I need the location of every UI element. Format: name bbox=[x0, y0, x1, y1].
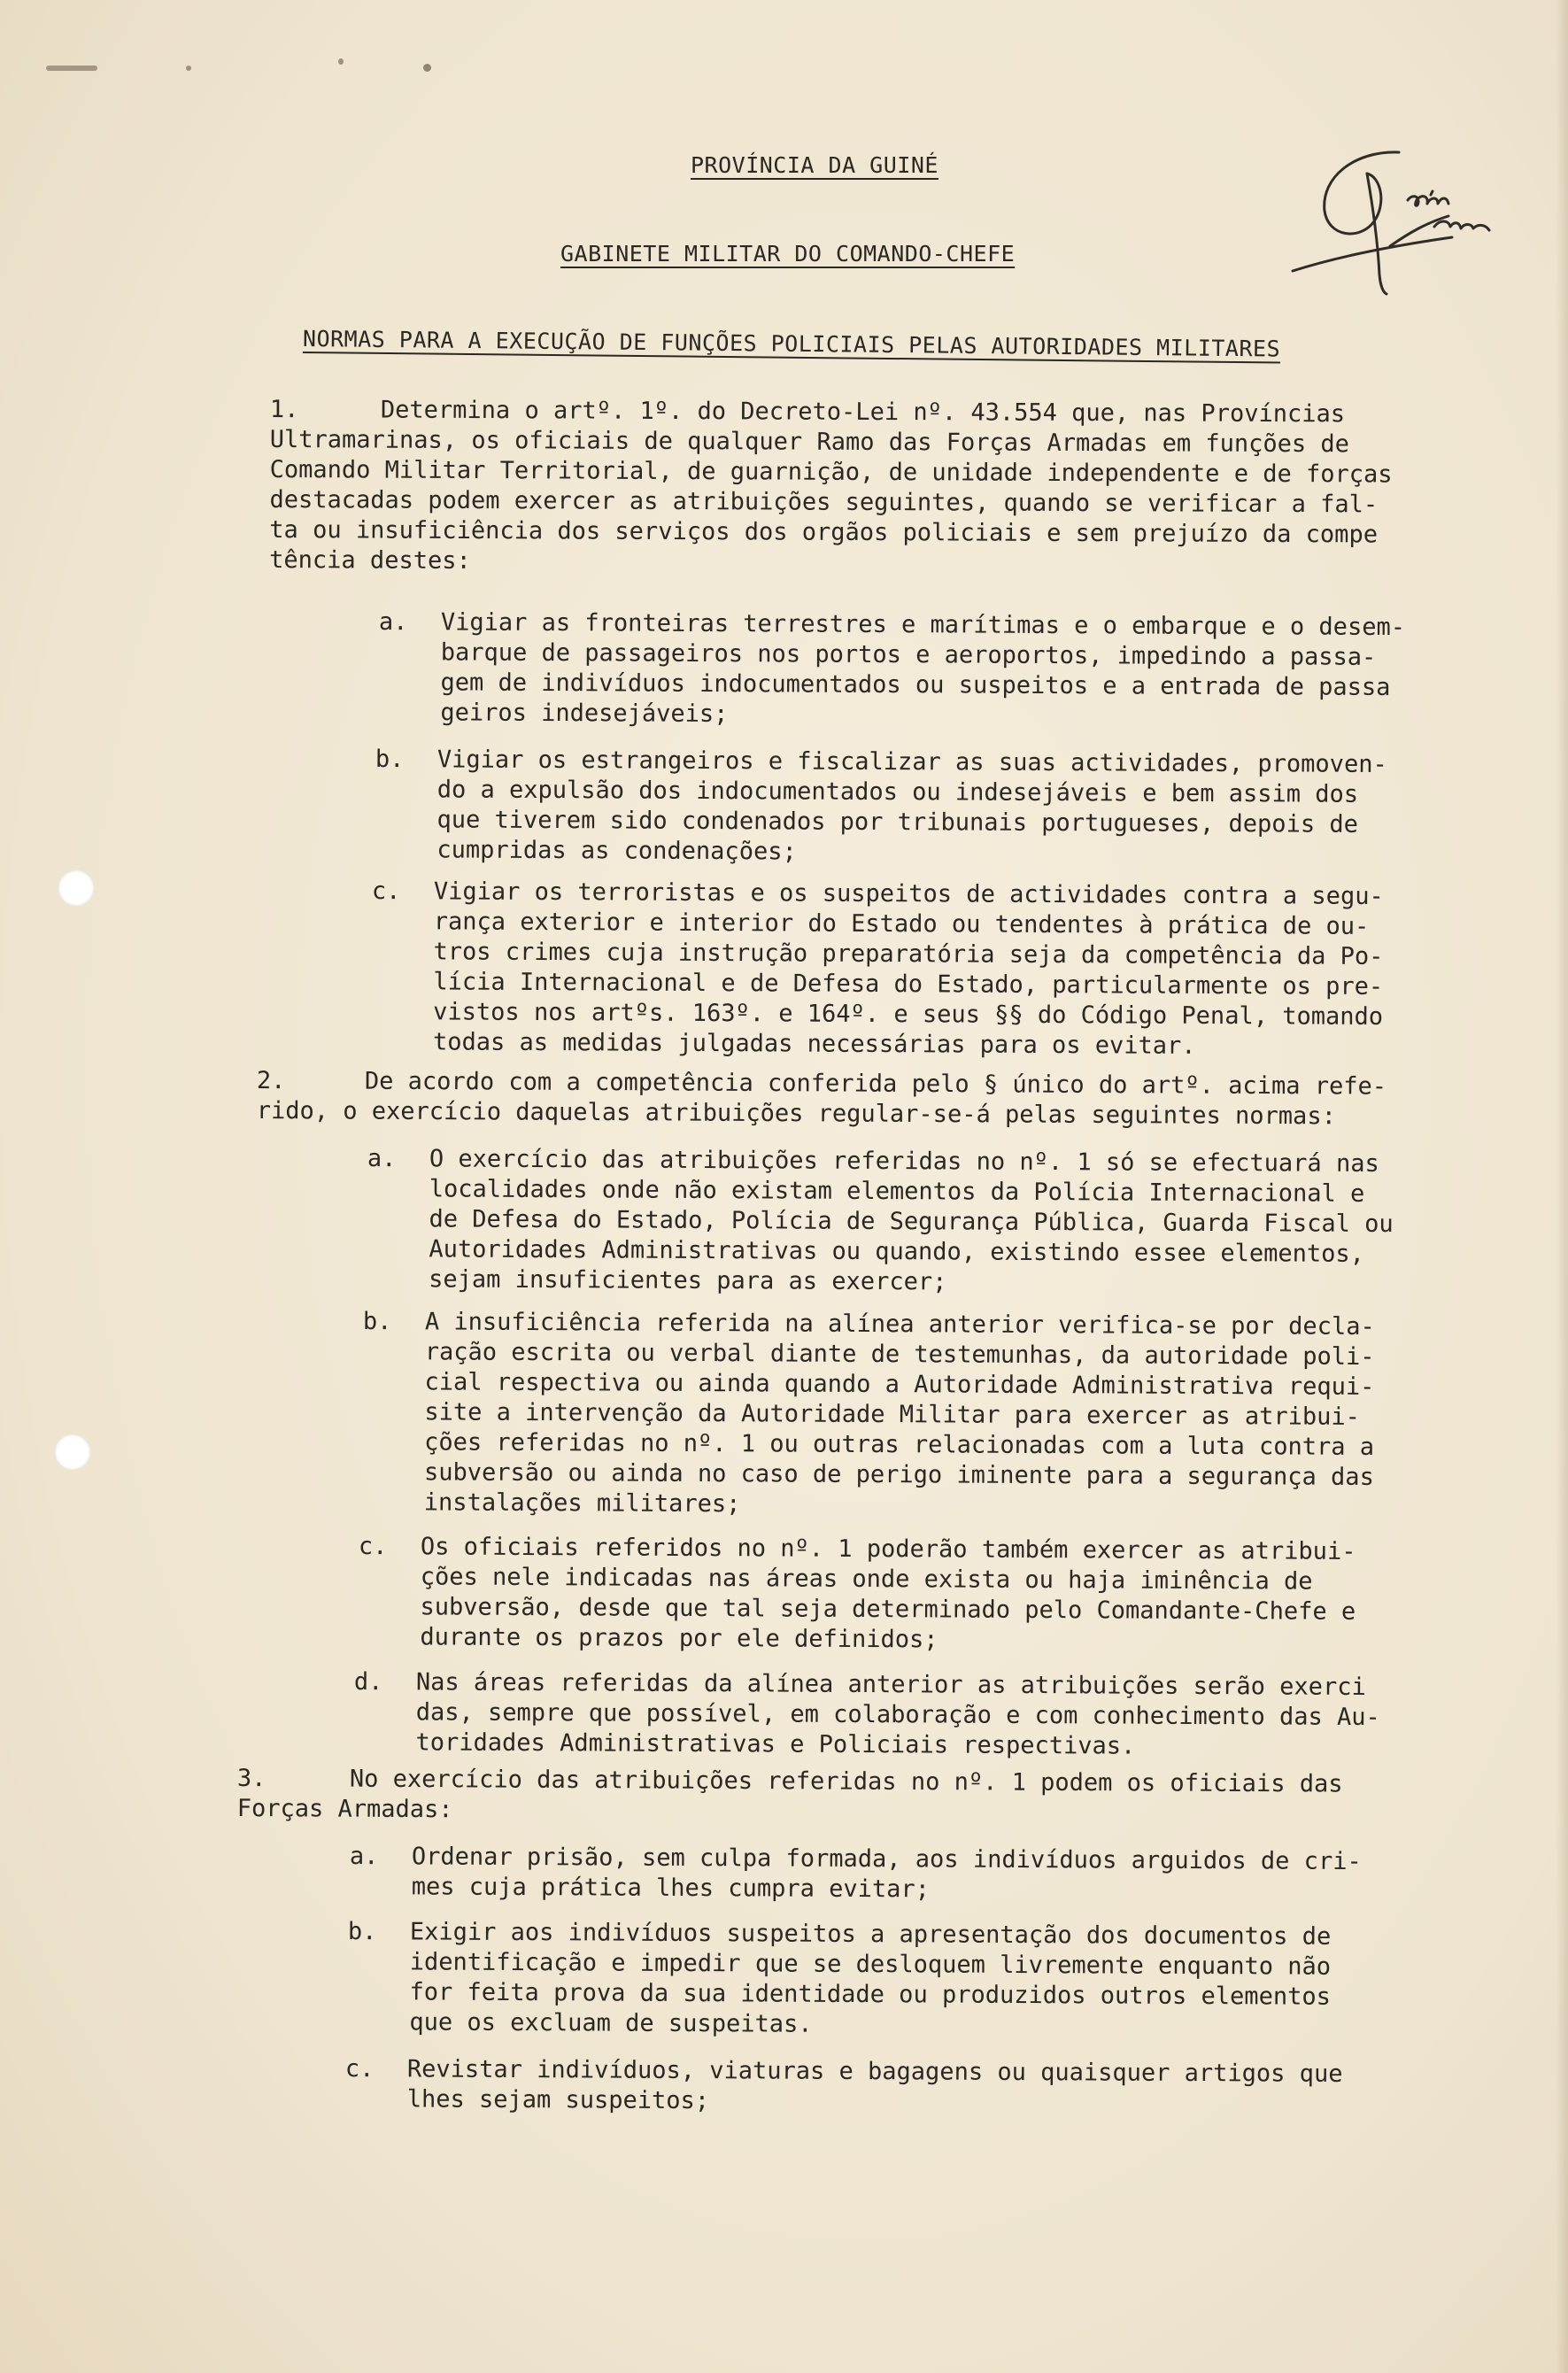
text-line: lícia Internacional e de Defesa do Estado, particularmente os pre- bbox=[433, 968, 1384, 1001]
text-line: toridades Administrativas e Policiais respectivas. bbox=[415, 1728, 1136, 1760]
text-line: gem de indivíduos indocumentados ou suspeitos e a entrada de passa bbox=[440, 669, 1391, 701]
section-number: 1. bbox=[269, 396, 299, 424]
item-text bbox=[436, 745, 1387, 870]
text-line: instalações militares; bbox=[423, 1488, 741, 1519]
item-letter: d. bbox=[353, 1668, 383, 1697]
text-line: cial respectiva ou ainda quando a Autoridade Administrativa requi- bbox=[424, 1368, 1375, 1401]
text-line: lhes sejam suspeitos; bbox=[406, 2085, 710, 2115]
text-line: das, sempre que possível, em colaboração e com conhecimento das Au- bbox=[415, 1698, 1380, 1732]
text-line: Ultramarinas, os oficiais de qualquer Ramo das Forças Armadas em funções de bbox=[269, 425, 1349, 459]
item-text bbox=[433, 877, 1384, 1063]
item-letter: c. bbox=[358, 1533, 388, 1561]
handwritten-signature bbox=[1275, 142, 1514, 301]
section-paragraph bbox=[269, 395, 1536, 581]
text-line: Vigiar os terroristas e os suspeitos de actividades contra a segu- bbox=[433, 877, 1384, 910]
item-text bbox=[424, 1307, 1375, 1523]
ink-smudge bbox=[423, 64, 431, 72]
text-line: subversão, desde que tal seja determinado pelo Comandante-Chefe e bbox=[420, 1593, 1356, 1626]
item-letter: a. bbox=[378, 608, 408, 637]
item-letter: a. bbox=[349, 1843, 379, 1871]
item-letter: b. bbox=[347, 1918, 377, 1946]
text-line: Determina o artº. 1º. do Decreto-Lei nº. 43.554 que, nas Províncias bbox=[380, 396, 1346, 429]
text-line: ração escrita ou verbal diante de testemunhas, da autoridade poli- bbox=[424, 1338, 1375, 1371]
text-line: ções referidas no nº. 1 ou outras relacionadas com a luta contra a bbox=[424, 1428, 1375, 1461]
item-letter: c. bbox=[371, 877, 401, 906]
punch-hole-lower bbox=[55, 1434, 90, 1470]
text-line: sejam insuficientes para as exercer; bbox=[429, 1265, 947, 1296]
text-line: vistos nos artºs. 163º. e 164º. e seus §§ do Código Penal, tomando bbox=[433, 998, 1384, 1031]
item-text bbox=[407, 2054, 1343, 2120]
item-letter: c. bbox=[344, 2055, 375, 2083]
ink-smudge bbox=[186, 66, 191, 71]
text-line: rido, o exercício daquelas atribuições regular-se-á pelas seguintes normas: bbox=[256, 1096, 1336, 1131]
text-line: todas as medidas julgadas necessárias para os evitar. bbox=[432, 1028, 1196, 1060]
text-line: Ordenar prisão, sem culpa formada, aos indivíduos arguidos de cri- bbox=[411, 1843, 1362, 1875]
item-text bbox=[429, 1144, 1394, 1300]
text-line: identificação e impedir que se desloquem livremente enquanto não bbox=[409, 1948, 1332, 1981]
text-line: Vigiar os estrangeiros e fiscalizar as suas actividades, promoven- bbox=[436, 746, 1387, 778]
item-text bbox=[409, 1917, 1331, 2042]
text-line: destacadas podem exercer as atribuições seguintes, quando se verificar a fal- bbox=[269, 485, 1379, 519]
text-line: do a expulsão dos indocumentados ou indesejáveis e bem assim dos bbox=[436, 776, 1359, 808]
text-line: que tiverem sido condenados por tribunais portugueses, depois de bbox=[436, 806, 1358, 839]
text-line: de Defesa do Estado, Polícia de Segurança Pública, Guarda Fiscal ou bbox=[429, 1205, 1394, 1239]
item-text bbox=[415, 1667, 1380, 1763]
text-line: rança exterior e interior do Estado ou tendentes à prática de ou- bbox=[433, 908, 1370, 940]
text-line: A insuficiência referida na alínea anterior verifica-se por decla- bbox=[424, 1308, 1375, 1341]
section-paragraph bbox=[237, 1764, 1343, 1830]
ink-smudge bbox=[46, 66, 97, 71]
text-line: tros crimes cuja instrução preparatória seja da competência da Po- bbox=[433, 938, 1384, 970]
item-letter: b. bbox=[375, 746, 405, 774]
text-line: Revistar indivíduos, viaturas e bagagens ou quaisquer artigos que bbox=[406, 2055, 1343, 2088]
ink-smudge bbox=[338, 58, 344, 65]
text-line: ções nele indicadas nas áreas onde exista ou haja iminência de bbox=[420, 1563, 1313, 1596]
punch-hole-upper bbox=[58, 870, 94, 906]
text-line: durante os prazos por ele definidos; bbox=[420, 1623, 938, 1654]
province-heading: PROVÍNCIA DA GUINÉ bbox=[691, 152, 938, 178]
section-number: 2. bbox=[256, 1067, 286, 1095]
text-line: Nas áreas referidas da alínea anterior as atribuições serão exerci bbox=[415, 1668, 1366, 1701]
item-letter: a. bbox=[367, 1145, 397, 1173]
page-edge-shadow bbox=[1556, 0, 1568, 2373]
text-line: ta ou insuficiência dos serviços dos orgãos policiais e sem prejuízo da compe bbox=[269, 515, 1379, 549]
item-text bbox=[412, 1842, 1362, 1907]
text-line: O exercício das atribuições referidas no nº. 1 só se efectuará nas bbox=[429, 1145, 1379, 1178]
section-paragraph bbox=[257, 1066, 1386, 1132]
text-line: tência destes: bbox=[269, 545, 471, 575]
item-text bbox=[440, 607, 1405, 733]
text-line: localidades onde não existam elementos da Polícia Internacional e bbox=[429, 1175, 1365, 1208]
text-line: Autoridades Administrativas ou quando, existindo essee elementos, bbox=[429, 1235, 1365, 1268]
cabinet-heading: GABINETE MILITAR DO COMANDO-CHEFE bbox=[560, 241, 1016, 267]
text-line: barque de passageiros nos portos e aeroportos, impedindo a passa- bbox=[440, 638, 1377, 671]
text-line: Comando Militar Territorial, de guarnição, de unidade independente e de forças bbox=[269, 455, 1393, 489]
section-number: 3. bbox=[236, 1765, 266, 1793]
text-line: Os oficiais referidos no nº. 1 poderão também exercer as atribui- bbox=[420, 1533, 1356, 1565]
text-line: site a intervenção da Autoridade Militar para exercer as atribui- bbox=[424, 1398, 1361, 1431]
text-line: Exigir aos indivíduos suspeitos a apresentação dos documentos de bbox=[409, 1918, 1332, 1951]
item-letter: b. bbox=[362, 1308, 392, 1336]
text-line: mes cuja prática lhes cumpra evitar; bbox=[411, 1873, 931, 1904]
text-line: subversão ou ainda no caso de perigo iminente para a segurança das bbox=[423, 1458, 1374, 1491]
text-line: Forças Armadas: bbox=[236, 1794, 453, 1824]
text-line: geiros indesejáveis; bbox=[440, 699, 729, 729]
text-line: cumpridas as condenações; bbox=[436, 836, 797, 866]
text-line: Vigiar as fronteiras terrestres e marítimas e o embarque e o desem- bbox=[440, 608, 1406, 642]
text-line: for feita prova da sua identidade ou produzidos outros elementos bbox=[409, 1978, 1331, 2011]
text-line: De acordo com a competência conferida pelo § único do artº. acima refe- bbox=[364, 1067, 1387, 1101]
text-line: que os excluam de suspeitas. bbox=[409, 2008, 813, 2038]
item-text bbox=[420, 1532, 1356, 1658]
document-title: NORMAS PARA A EXECUÇÃO DE FUNÇÕES POLICIAIS PELAS AUTORIDADES MILITARES bbox=[302, 326, 1281, 362]
text-line: No exercício das atribuições referidas no nº. 1 podem os oficiais das bbox=[349, 1765, 1343, 1798]
